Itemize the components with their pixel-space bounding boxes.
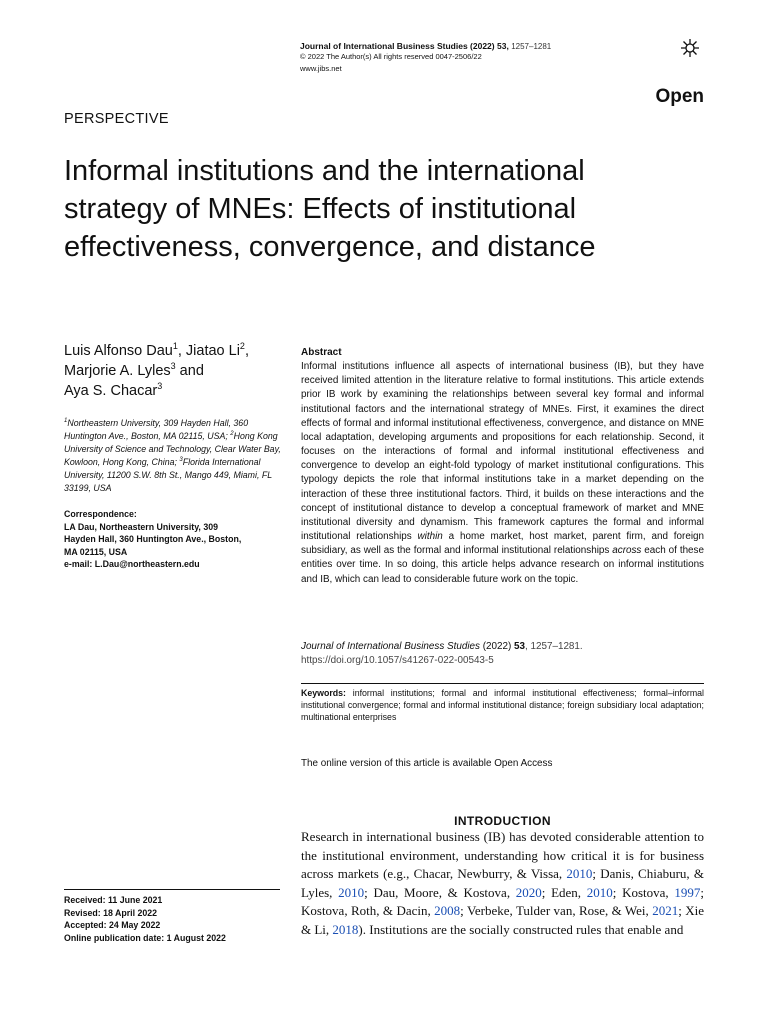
doi-link[interactable]: https://doi.org/10.1057/s41267-022-00543-5: [301, 655, 494, 666]
affiliation: Florida International University, 11200 S.W. 8th St., Mango 449, Miami, FL 33199, USA: [64, 456, 272, 493]
accepted-date: Accepted: 24 May 2022: [64, 920, 161, 931]
affiliation: Hong Kong University of Science and Technology, Clear Water Bay, Kowloon, Hong Kong, China;: [64, 430, 281, 467]
abstract-heading: Abstract: [301, 347, 342, 358]
introduction-text: Research in international business (IB) has devoted considerable attention to the institutional environment, understanding how critical it is for business across markets (e.g., Chacar, Newburry, & Vissa, 2010; Danis, Chiaburu, & Lyles, 2010; Dau, Moore, & Kostova, 2020; Eden, 2010; Kostova, 1997; Kostova, Roth, & Dacin, 2008; Verbeke, Tulder van, Rose, & Wei, 2021; Xie & Li, 2018). Institutions are the socially constructed rules that enable and: [301, 829, 704, 937]
article-title: Informal institutions and the international strategy of MNEs: Effects of institutional effectiveness, convergence, and distance: [64, 155, 596, 263]
correspondence-name: LA Dau, Northeastern University, 309: [64, 521, 218, 532]
correspondence-block: [64, 508, 284, 571]
author-name[interactable]: Jiatao Li: [185, 343, 240, 359]
citation-journal: Journal of International Business Studies: [301, 641, 480, 652]
affiliations: $^1$Northeastern University, 309 Hayden Hall, 360 Huntington Ave., Boston, MA 02115, USA; $^2$Hong Kong University of Science and Technology, Clear Water Bay, Kowloon, Hong Kong, China; $^3$Florida International University, 11200 S.W. 8th St., Mango 449, Miami, FL 33199, USA: [64, 418, 281, 493]
author-affiliation-marker: 1: [172, 341, 178, 352]
correspondence-address: Hayden Hall, 360 Huntington Ave., Boston,: [64, 534, 242, 544]
open-access-label: Open: [655, 86, 704, 107]
article-citation: Journal of International Business Studies (2022) 53, 1257–1281. https://doi.org/10.1057/s41267-022-00543-5: [301, 641, 583, 666]
correspondence-label: Correspondence:: [64, 509, 137, 519]
online-date: Online publication date: 1 August 2022: [64, 932, 226, 943]
introduction-heading: INTRODUCTION: [454, 814, 551, 828]
citation-link[interactable]: 2010: [586, 884, 613, 900]
open-access-note: The online version of this article is available Open Access: [301, 758, 553, 769]
citation-link[interactable]: 2020: [515, 884, 542, 900]
journal-volume: 53: [496, 41, 507, 51]
journal-reference: Journal of International Business Studies (2022) 53, 1257–1281: [300, 41, 552, 51]
author-list: Luis Alfonso Dau$^1$, Jiatao Li$^2$, Marjorie A. Lyles$^3$ and Aya S. Chacar$^3$: [64, 341, 249, 399]
citation-link[interactable]: 2018: [332, 921, 359, 937]
author-affiliation-marker: 2: [239, 341, 245, 352]
author-affiliation-marker: 3: [170, 361, 176, 372]
author-name[interactable]: Luis Alfonso Dau: [64, 343, 173, 359]
affiliation: Northeastern University, 309 Hayden Hall, 360 Huntington Ave., Boston, MA 02115, USA;: [64, 418, 249, 441]
journal-pages: 1257–1281: [511, 42, 552, 51]
author-affiliation-marker: 3: [157, 381, 163, 392]
keywords-label: Keywords:: [301, 688, 346, 698]
citation-link[interactable]: 1997: [674, 884, 701, 900]
revised-date: Revised: 18 April 2022: [64, 907, 158, 918]
citation-link[interactable]: 2010: [566, 866, 593, 881]
abstract: Abstract Informal institutions influence all aspects of international business (IB), but they have received limited attention in the literature relative to formal institutions. This article extends prior IB work by examining the relationships between several key formal and informal institutional factors and the international strategy of MNEs. First, it examines the direct effects of formal and informal institutional effectiveness, convergence, and distance on MNE local adaptation, developing arguments and propositions for each relationship. Second, it focuses on the interactions of formal and informal institutional effectiveness and convergence to develop an eight-fold typology of market institutional configurations. This typology depicts the role that informal institutions take in a market depending on the interaction of these three institutional factors. Third, it builds on these interactions and the concept of institutional distance to develop a conceptual framework of market and MNE institutional diversity and dynamism. This framework captures the formal and informal institutional relationships within a home market, host market, parent firm, and foreign subsidiary, as well as the formal and informal institutional relationships across each of these entities over time. In so doing, this article helps advance research on informal institutions and IB, which can lead to considerable future work on the topic.: [301, 347, 704, 585]
citation-link[interactable]: 2021: [652, 903, 679, 918]
copyright-line: © 2022 The Author(s) All rights reserved 0047-2506/22: [300, 52, 482, 61]
correspondence-email[interactable]: e-mail: L.Dau@northeastern.edu: [64, 559, 200, 569]
correspondence-address: MA 02115, USA: [64, 546, 128, 557]
springer-nature-logo-icon: [680, 38, 700, 58]
citation-link[interactable]: 2010: [338, 884, 365, 900]
publication-dates: [64, 889, 280, 944]
author-name[interactable]: Aya S. Chacar: [64, 383, 158, 399]
received-date: Received: 11 June 2021: [64, 895, 163, 905]
citation-volume: 53: [514, 641, 525, 652]
journal-website-link[interactable]: www.jibs.net: [300, 64, 342, 73]
keywords-list: informal institutions; formal and informal institutional effectiveness; formal–informal institutional convergence; formal and informal institutional distance; foreign subsidiary local adaptation; multinational enterprises: [301, 688, 704, 722]
article-section-label: PERSPECTIVE: [64, 111, 169, 127]
citation-link[interactable]: 2008: [434, 903, 461, 918]
journal-name: Journal of International Business Studies (2022): [300, 41, 495, 51]
author-name[interactable]: Marjorie A. Lyles: [64, 363, 171, 379]
keywords: [301, 683, 704, 723]
